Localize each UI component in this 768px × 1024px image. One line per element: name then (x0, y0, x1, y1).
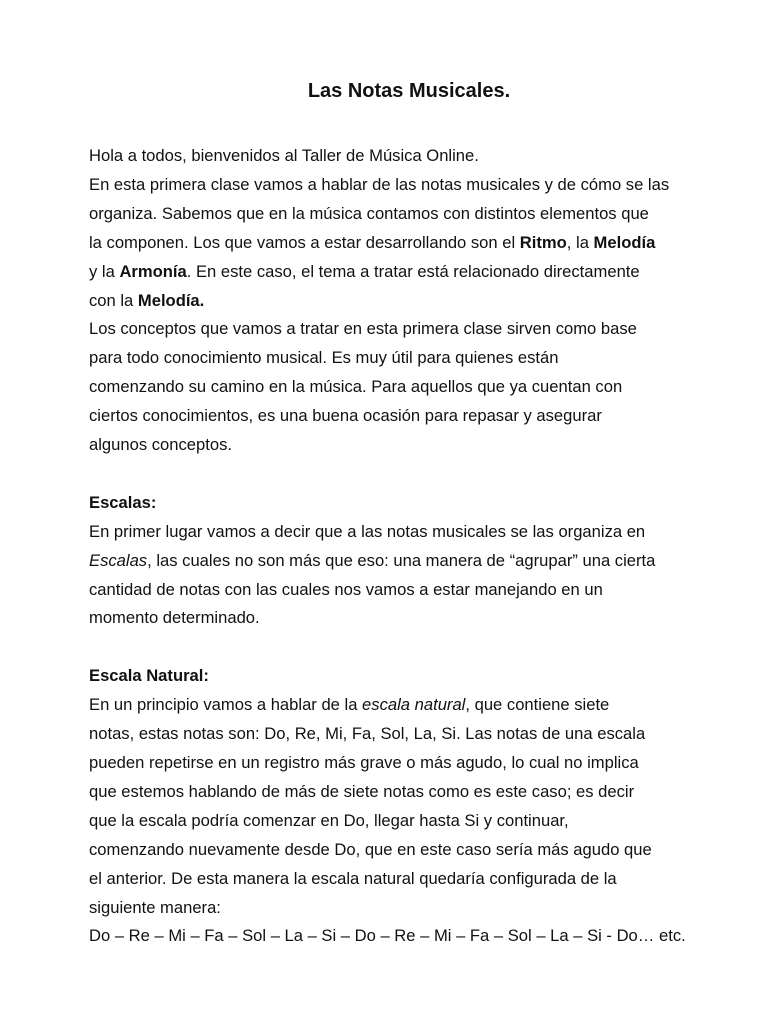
intro-line-7: Los conceptos que vamos a tratar en esta primera clase sirven como base (89, 319, 637, 339)
intro-line-2: En esta primera clase vamos a hablar de las notas musicales y de cómo se las (89, 174, 670, 194)
escala-natural-line-6: comenzando nuevamente desde Do, que en este caso sería más agudo que (89, 839, 652, 859)
armonia-term: Armonía (119, 261, 187, 281)
escalas-line-4: momento determinado. (89, 608, 260, 628)
escala-natural-line-8: siguiente manera: (89, 897, 221, 917)
intro-line-8: para todo conocimiento musical. Es muy útil para quienes están (89, 348, 559, 368)
escalas-section (89, 489, 729, 634)
melodia-term: Melodía (593, 232, 656, 252)
intro-line-3: organiza. Sabemos que en la música contamos con distintos elementos que (89, 203, 649, 223)
intro-line-1: Hola a todos, bienvenidos al Taller de Música Online. (89, 146, 479, 165)
escalas-text: , las cuales no son más que eso: una manera de “agrupar” una cierta (147, 550, 656, 570)
escala-natural-line-4: que estemos hablando de más de siete notas como es este caso; es decir (89, 781, 635, 801)
intro-text: , la (566, 232, 594, 252)
intro-line-11: algunos conceptos. (89, 435, 232, 455)
escalas-line-3: cantidad de notas con las cuales nos vamos a estar manejando en un (89, 579, 603, 599)
escalas-term: Escalas (89, 550, 148, 570)
page-title: Las Notas Musicales. (307, 80, 511, 102)
intro-paragraph (89, 142, 729, 460)
intro-text: con la (89, 290, 138, 310)
escalas-line-1: En primer lugar vamos a decir que a las notas musicales se las organiza en (89, 521, 646, 541)
escala-natural-heading (89, 662, 729, 691)
escala-natural-text: , que contiene siete (465, 695, 610, 715)
intro-line-5 (89, 258, 729, 287)
escala-natural-section (89, 662, 729, 951)
escalas-heading-text: Escalas: (89, 492, 157, 512)
intro-text: . En este caso, el tema a tratar está relacionado directamente (186, 261, 640, 281)
paragraph-gap (89, 633, 729, 662)
escala-natural-text: En un principio vamos a hablar de la (89, 695, 363, 715)
intro-line-10: ciertos conocimientos, es una buena ocasión para repasar y asegurar (89, 406, 602, 426)
melodia-term: Melodía. (137, 290, 205, 310)
escalas-line-2 (89, 547, 729, 576)
intro-line-4 (89, 229, 729, 258)
ritmo-term: Ritmo (519, 232, 567, 252)
escala-natural-line-1 (89, 691, 729, 720)
paragraph-gap (89, 460, 729, 489)
document-page (89, 78, 729, 951)
escala-natural-line-2: notas, estas notas son: Do, Re, Mi, Fa, Sol, La, Si. Las notas de una escala (89, 724, 646, 744)
escala-natural-line-5: que la escala podría comenzar en Do, llegar hasta Si y continuar, (89, 810, 569, 830)
escala-natural-term: escala natural (362, 695, 466, 715)
escalas-heading (89, 489, 729, 518)
escala-natural-heading-text: Escala Natural: (89, 666, 209, 686)
escala-natural-line-7: el anterior. De esta manera la escala natural quedaría configurada de la (89, 868, 617, 888)
scale-sequence: Do – Re – Mi – Fa – Sol – La – Si – Do – Re – Mi – Fa – Sol – La – Si - Do… etc. (89, 926, 686, 946)
intro-text: la componen. Los que vamos a estar desarrollando son el (89, 232, 520, 252)
intro-text: y la (89, 261, 120, 281)
intro-line-9: comenzando su camino en la música. Para aquellos que ya cuentan con (89, 377, 623, 397)
intro-line-6 (89, 287, 729, 316)
escala-natural-line-3: pueden repetirse en un registro más grave o más agudo, lo cual no implica (89, 753, 639, 772)
